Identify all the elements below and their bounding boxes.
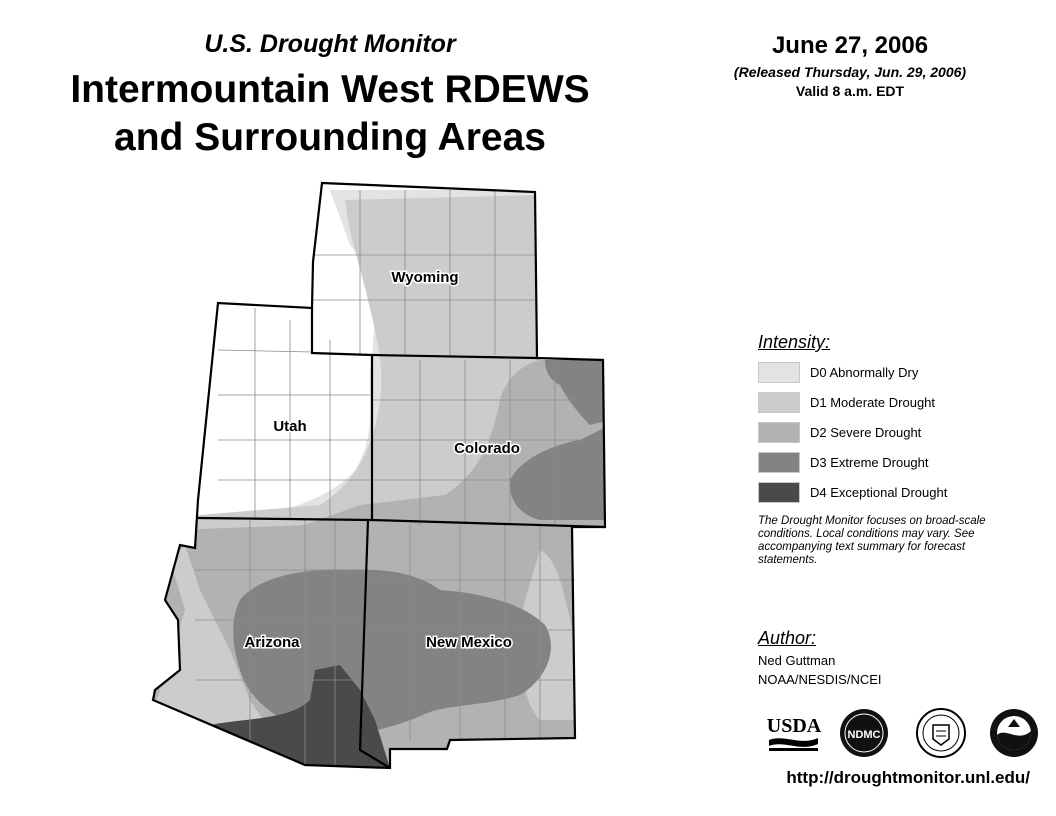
valid-time: Valid 8 a.m. EDT: [795, 83, 905, 99]
author-title: Author:: [758, 628, 817, 648]
date-block: [700, 32, 1000, 99]
legend-swatch: [758, 392, 800, 413]
legend-note: The Drought Monitor focuses on broad-scale conditions. Local conditions may vary. See accompanying text summary for forecast statements.: [758, 515, 986, 566]
ndmc-logo-icon: [840, 709, 888, 757]
release-date: (Released Thursday, Jun. 29, 2006): [733, 64, 967, 80]
legend-title: Intensity:: [758, 332, 831, 352]
state-label-arizona: Arizona: [244, 634, 300, 651]
author-org: NOAA/NESDIS/NCEI: [758, 672, 882, 687]
legend-swatch: [758, 482, 800, 503]
state-label-utah: Utah: [273, 418, 307, 435]
legend-items: [758, 361, 1018, 503]
doc-seal-icon: [917, 709, 965, 757]
map-date: June 27, 2006: [771, 32, 929, 59]
usda-logo-text: USDA: [766, 715, 822, 737]
legend-label: D4 Exceptional Drought: [810, 484, 948, 500]
state-label-new-mexico: New Mexico: [426, 634, 512, 651]
state-label-colorado: Colorado: [454, 440, 520, 457]
legend-label: D0 Abnormally Dry: [810, 364, 919, 380]
map-title: [20, 66, 640, 162]
legend-label: D1 Moderate Drought: [810, 394, 936, 410]
author-block: [758, 628, 1018, 687]
source-url[interactable]: http://droughtmonitor.unl.edu/: [786, 768, 1030, 787]
legend-item: [758, 361, 1018, 383]
legend-item: [758, 421, 1018, 443]
agency-logos: [766, 706, 1046, 760]
noaa-logo-icon: [990, 709, 1038, 757]
state-label-wyoming: Wyoming: [391, 269, 459, 286]
legend: [758, 332, 1018, 567]
ndmc-logo-text: NDMC: [847, 729, 881, 741]
legend-item: [758, 391, 1018, 413]
legend-label: D2 Severe Drought: [810, 424, 922, 440]
title-line-2: and Surrounding Areas: [114, 116, 546, 159]
author-name: Ned Guttman: [758, 653, 836, 668]
legend-label: D3 Extreme Drought: [810, 454, 929, 470]
legend-swatch: [758, 452, 800, 473]
title-line-1: Intermountain West RDEWS: [70, 68, 590, 111]
legend-item: [758, 451, 1018, 473]
map-subtitle: U.S. Drought Monitor: [204, 30, 456, 58]
drought-map: [140, 175, 620, 775]
drought-areas: [140, 175, 620, 775]
usda-logo-icon: [767, 715, 822, 751]
legend-item: [758, 481, 1018, 503]
legend-swatch: [758, 362, 800, 383]
legend-swatch: [758, 422, 800, 443]
